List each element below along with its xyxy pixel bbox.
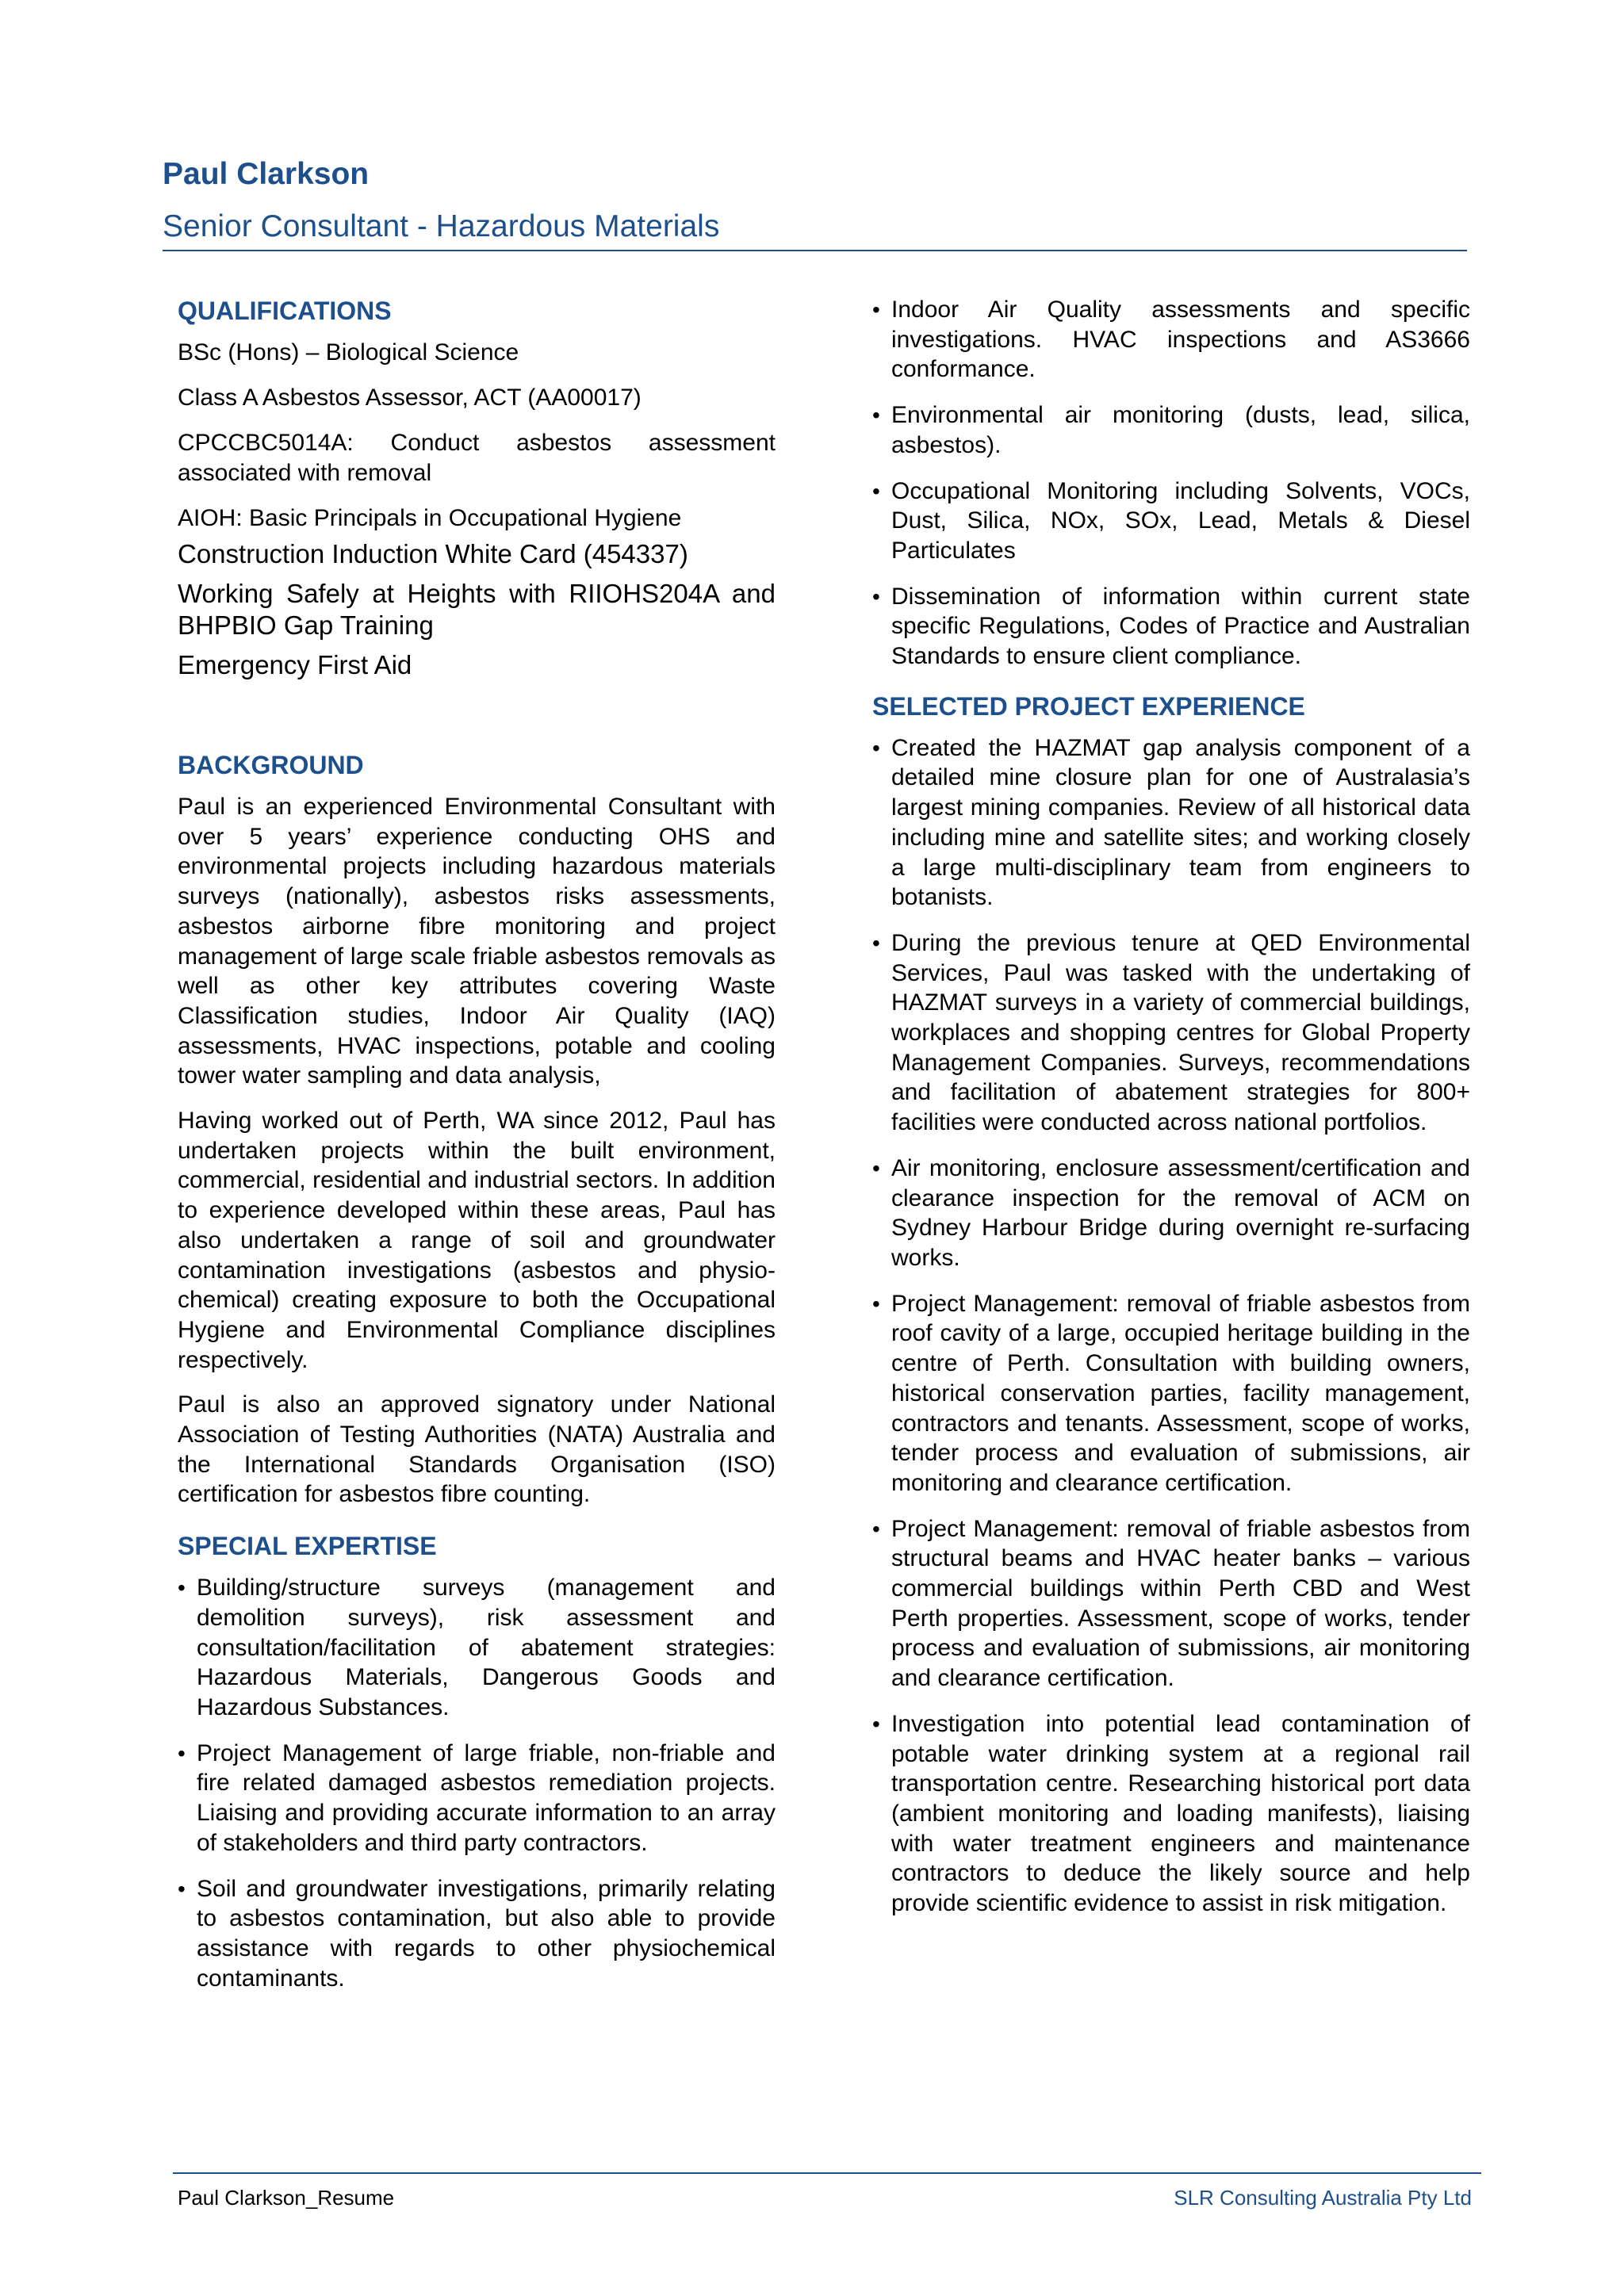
list-item-text: Occupational Monitoring including Solvents, VOCs, Dust, Silica, NOx, SOx, Lead, Metals & Diesel Particulates (891, 477, 1470, 564)
qualification-item: AIOH: Basic Principals in Occupational Hygiene (178, 505, 682, 531)
background-paragraph: Having worked out of Perth, WA since 2012, Paul has undertaken projects within the built environment, commercial, residential and industrial sectors. In addition to experience developed within these areas, Paul has also undertaken a range of soil and groundwater contamination investigations (asbestos and physio-chemical) creating exposure to both the Occupational Hygiene and Environmental Compliance disciplines respectively. (178, 1108, 776, 1373)
bullet-icon: • (872, 735, 880, 760)
list-item (178, 1739, 776, 1858)
qualification-item: BSc (Hons) – Biological Science (178, 339, 519, 365)
list-item-text: Environmental air monitoring (dusts, lead, silica, asbestos). (891, 402, 1470, 458)
list-item-text: Soil and groundwater investigations, primarily relating to asbestos contamination, but also able to provide assistance with regards to other physiochemical contaminants. (197, 1875, 776, 1992)
resume-header (163, 155, 1467, 246)
list-item-text: Project Management of large friable, non-friable and fire related damaged asbestos remediation projects. Liaising and providing accurate information to an array of stakeholders and third party contractors. (197, 1739, 776, 1856)
list-item-text: Indoor Air Quality assessments and specific investigations. HVAC inspections and AS3666 conformance. (891, 297, 1470, 383)
list-item-text: Project Management: removal of friable asbestos from structural beams and HVAC heater banks – various commercial buildings within Perth CBD and West Perth properties. Assessment, scope of works, tender process and evaluation of submissions, air monitoring and clearance certification. (891, 1515, 1470, 1692)
bullet-icon: • (872, 478, 880, 503)
footer-company-name: SLR Consulting Australia Pty Ltd (1174, 2186, 1472, 2210)
special-expertise-list-continued (872, 295, 1470, 672)
bullet-icon: • (872, 1516, 880, 1541)
bullet-icon: • (872, 930, 880, 955)
qualifications-section (178, 295, 776, 681)
footer-document-name: Paul Clarkson_Resume (178, 2186, 395, 2210)
qualification-item: Working Safely at Heights with RIIOHS204A and BHPBIO Gap Training (178, 579, 776, 640)
special-expertise-heading: SPECIAL EXPERTISE (178, 1532, 437, 1561)
project-experience-heading: SELECTED PROJECT EXPERIENCE (872, 691, 1305, 721)
list-item-text: Air monitoring, enclosure assessment/certification and clearance inspection for the removal of ACM on Sydney Harbour Bridge during overnight re-surfacing works. (891, 1154, 1470, 1271)
list-item (872, 1289, 1470, 1498)
list-item-text: Dissemination of information within current state specific Regulations, Codes of Practice and Australian Standards to ensure client compliance. (891, 583, 1470, 670)
list-item-text: Building/structure surveys (management and demolition surveys), risk assessment and consultation/facilitation of abatement strategies: Hazardous Materials, Dangerous Goods and Hazardous Substances. (197, 1575, 776, 1720)
bullet-icon: • (178, 1876, 186, 1901)
bullet-icon: • (872, 1155, 880, 1181)
qualification-item: CPCCBC5014A: Conduct asbestos assessment associated with removal (178, 430, 776, 486)
person-name: Paul Clarkson (163, 157, 370, 191)
special-expertise-section (178, 1530, 776, 1993)
list-item (872, 476, 1470, 566)
bullet-icon: • (872, 1291, 880, 1316)
list-item-text: Created the HAZMAT gap analysis component of a detailed mine closure plan for one of Australasia’s largest mining companies. Review of all historical data including mine and satellite sites; and working closely a large multi-disciplinary team from engineers to botanists. (891, 734, 1470, 911)
bullet-icon: • (872, 1711, 880, 1736)
bullet-icon: • (872, 584, 880, 609)
list-item-text: Project Management: removal of friable asbestos from roof cavity of a large, occupied heritage building in the centre of Perth. Consultation with building owners, historical conservation parties, facility management, contractors and tenants. Assessment, scope of works, tender process and evaluation of submissions, air monitoring and clearance certification. (891, 1290, 1470, 1496)
bullet-icon: • (178, 1575, 186, 1601)
qualification-item: Emergency First Aid (178, 650, 412, 679)
list-item (872, 733, 1470, 913)
list-item (872, 1514, 1470, 1693)
header-divider (163, 250, 1467, 251)
background-paragraph: Paul is also an approved signatory under National Association of Testing Authorities (NATA) Australia and the International Standards Organisation (ISO) certification for asbestos fibre counting. (178, 1391, 776, 1508)
background-heading: BACKGROUND (178, 751, 364, 779)
list-item (872, 295, 1470, 385)
list-item (872, 928, 1470, 1138)
bullet-icon: • (178, 1740, 186, 1766)
list-item (178, 1874, 776, 1994)
qualification-item: Construction Induction White Card (454337) (178, 539, 688, 568)
list-item (872, 582, 1470, 672)
project-experience-section (872, 691, 1470, 1919)
list-item-text: Investigation into potential lead contamination of potable water drinking system at a regional rail transportation centre. Researching historical port data (ambient monitoring and loading manifests), liaising with water treatment engineers and maintenance contractors to deduce the likely source and help provide scientific evidence to assist in risk mitigation. (891, 1710, 1470, 1917)
list-item-text: During the previous tenure at QED Environmental Services, Paul was tasked with the undertaking of HAZMAT surveys in a variety of commercial buildings, workplaces and shopping centres for Global Property Management Companies. Surveys, recommendations and facilitation of abatement strategies for 800+ facilities were conducted across national portfolios. (891, 929, 1470, 1136)
project-experience-list (872, 733, 1470, 1919)
bullet-icon: • (872, 297, 880, 322)
background-section (178, 749, 776, 1510)
right-column (872, 295, 1470, 1934)
background-paragraph: Paul is an experienced Environmental Consultant with over 5 years’ experience conducting OHS and environmental projects including hazardous materials surveys (nationally), asbestos risks assessments, asbestos airborne fibre monitoring and project management of large scale friable asbestos removals as well as other key attributes covering Waste Classification studies, Indoor Air Quality (IAQ) assessments, HVAC inspections, potable and cooling tower water sampling and data analysis, (178, 794, 776, 1089)
list-item (872, 400, 1470, 460)
job-title: Senior Consultant - Hazardous Materials (163, 209, 720, 243)
special-expertise-list (178, 1573, 776, 1993)
qualifications-heading: QUALIFICATIONS (178, 297, 392, 325)
left-column (178, 295, 776, 2009)
list-item (872, 1154, 1470, 1273)
qualification-item: Class A Asbestos Assessor, ACT (AA00017) (178, 385, 642, 411)
list-item (178, 1573, 776, 1723)
bullet-icon: • (872, 403, 880, 428)
footer-divider (173, 2172, 1481, 2174)
list-item (872, 1709, 1470, 1919)
